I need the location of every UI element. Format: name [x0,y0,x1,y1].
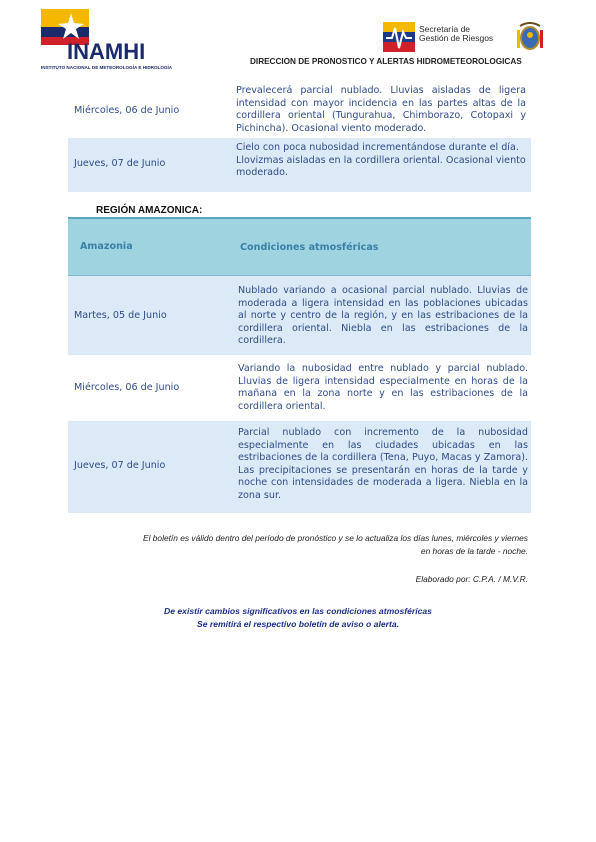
alert-notice [0,605,596,631]
notice-line2: Se remitirá el respectivo boletín de aviso o alerta. [196,619,400,629]
validity-line1: El boletín es válido dentro del período de pronóstico y se lo actualiza los días lunes, miércoles y viernes [143,533,528,543]
secretaria-emblem-icon [383,22,415,52]
notice-line1: De existir cambios significativos en las condiciones atmosféricas [164,606,432,616]
secretaria-logo [383,22,503,54]
column-header-conditions: Condiciones atmosféricas [240,242,379,253]
column-header-region: Amazonia [80,241,133,252]
validity-note [58,532,528,558]
row-conditions: Parcial nublado con incremento de la nubosidad especialmente en las ciudades ubicadas en las estribaciones de la cordillera (Tena, Puyo, Macas y Zamora). Las precipitaciones se presentarán en horas de la tarde y noche con intensidades de moderada a ligera. Niebla en la zona sur. [238,427,528,501]
coat-of-arms-icon [514,20,546,54]
table-row [68,355,531,421]
header-title: DIRECCION DE PRONOSTICO Y ALERTAS HIDROMETEOROLOGICAS [250,57,522,66]
row-date: Jueves, 07 de Junio [74,158,166,169]
secretaria-line2: Gestión de Riesgos [419,33,494,43]
author-note: Elaborado por: C.P.A. / M.V.R. [415,574,528,584]
row-date: Jueves, 07 de Junio [74,460,166,471]
top-forecast-table [68,84,531,192]
table-header [68,217,531,275]
logo-text: INAMHI [67,39,146,64]
row-date: Miércoles, 06 de Junio [74,105,180,116]
secretaria-line1: Secretaría de [419,24,471,34]
secretaria-text [419,25,493,43]
row-date: Martes, 05 de Junio [74,310,167,321]
row-conditions: Cielo con poca nubosidad incrementándose durante el día. Llovizmas aisladas en la cordillera oriental. Ocasional viento moderado. [236,142,526,179]
table-row [68,138,531,192]
row-date: Miércoles, 06 de Junio [74,382,180,393]
region-title: REGIÓN AMAZONICA: [96,205,203,216]
validity-line2: en horas de la tarde - noche. [420,546,528,556]
inamhi-logo [41,9,171,69]
amazonia-forecast-table [68,217,531,513]
table-row [68,421,531,513]
logo-subtitle: INSTITUTO NACIONAL DE METEOROLOGÍA E HIDROLOGÍA [41,65,173,70]
row-conditions: Nublado variando a ocasional parcial nublado. Lluvias de moderada a ligera intensidad en las poblaciones ubicadas al norte y centro de la región, y en las estribaciones de la cordillera oriental. Niebla en las estribaciones de la cordillera. [238,285,528,347]
table-row [68,84,531,138]
row-conditions: Prevalecerá parcial nublado. Lluvias aisladas de ligera intensidad con mayor incidencia en las partes altas de la cordillera oriental (Tungurahua, Chimborazo, Cotopaxi y Pichincha). Ocasional viento moderado. [236,85,526,134]
table-row [68,275,531,355]
row-conditions: Variando la nubosidad entre nublado y parcial nublado. Lluvias de ligera intensidad especialmente en horas de la mañana en la zona norte y en las estribaciones de la cordillera oriental. [238,363,528,412]
